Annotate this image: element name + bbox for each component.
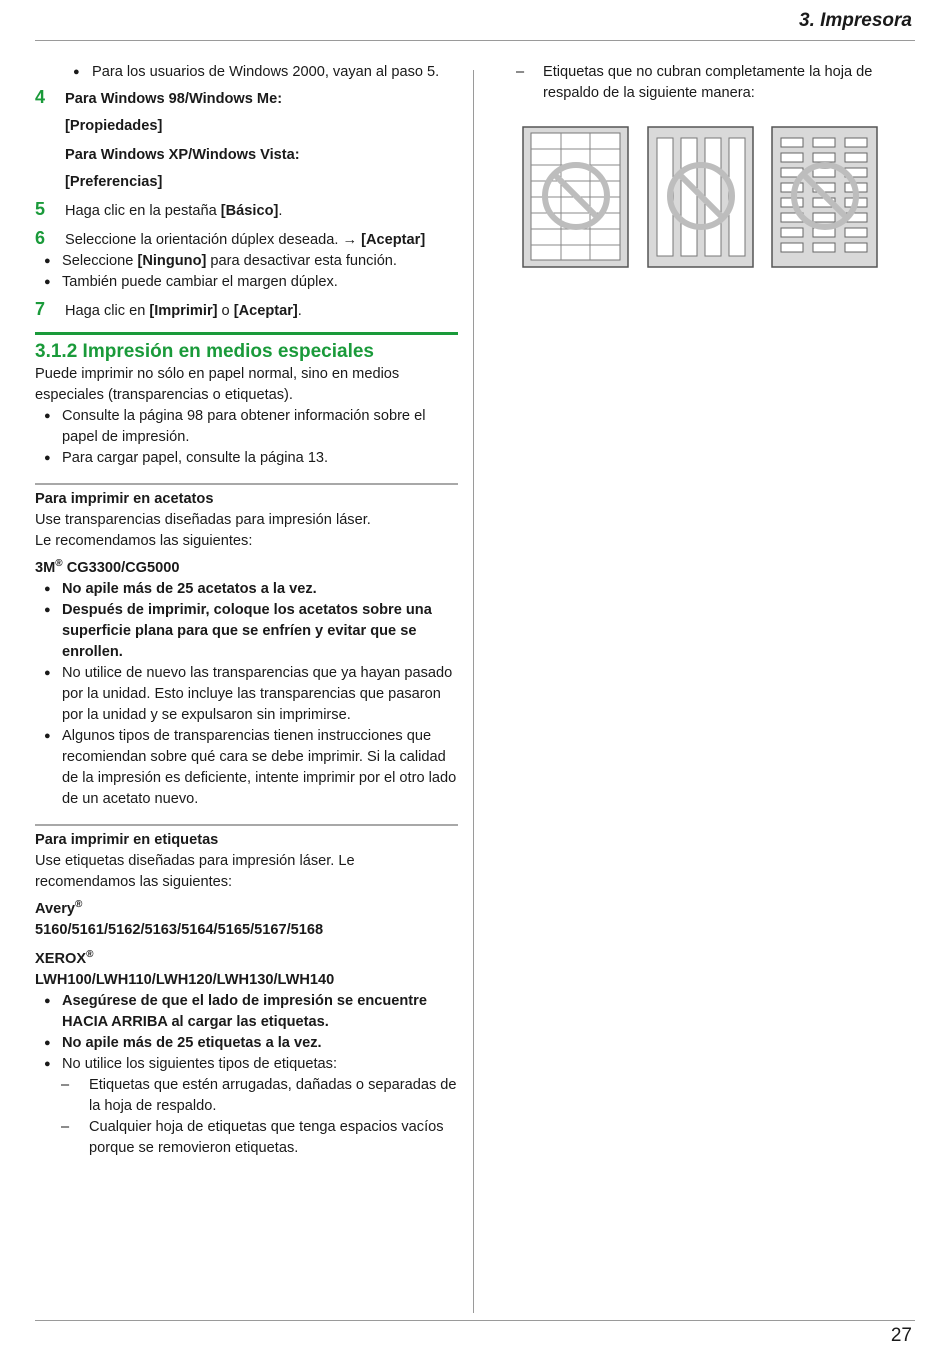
properties-button-ref: [Propiedades] <box>65 118 163 134</box>
brand-name: 3M <box>35 560 56 576</box>
list-item: ● Asegúrese de que el lado de impresión se encuentre HACIA ARRIBA al cargar las etiquetas. <box>35 991 458 1033</box>
none-option-ref: [Ninguno] <box>137 253 207 269</box>
column-divider <box>473 70 474 1313</box>
model-list: CG3300/CG5000 <box>62 560 180 576</box>
step-7 <box>35 301 458 322</box>
xerox-models: LWH100/LWH110/LWH120/LWH130/LWH140 <box>35 972 335 988</box>
step-5-text: Haga clic en la pestaña <box>65 203 221 219</box>
registered-mark: ® <box>55 558 63 570</box>
section-intro: Puede imprimir no sólo en papel normal, sino en medios especiales (transparencias o etiquetas). <box>35 366 400 403</box>
acetatos-line1: Use transparencias diseñadas para impresión láser. <box>35 512 371 528</box>
subsection-rule <box>35 824 458 826</box>
bullet-text: para desactivar esta función. <box>206 253 397 269</box>
label-sheet-figure-1 <box>522 126 629 268</box>
preferences-button-ref: [Preferencias] <box>65 174 163 190</box>
etiquetas-heading: Para imprimir en etiquetas <box>35 832 219 848</box>
section-rule <box>35 332 458 335</box>
footer-rule <box>35 1320 915 1321</box>
list-item: ● No apile más de 25 acetatos a la vez. <box>35 579 458 600</box>
dash-item: – Etiquetas que no cubran completamente la hoja de respaldo de la siguiente manera: <box>516 62 891 104</box>
step-7-or: o <box>217 303 234 319</box>
acetatos-product <box>35 558 458 579</box>
etiquetas-intro: Use etiquetas diseñadas para impresión láser. Le recomendamos las siguientes: <box>35 853 355 890</box>
list-item: ● Para cargar papel, consulte la página 13. <box>35 448 458 469</box>
step-number: 5 <box>35 199 46 219</box>
bullet-ninguno <box>35 251 458 272</box>
left-column <box>35 62 458 1159</box>
page-number: 27 <box>890 1325 912 1346</box>
acetatos-line2: Le recomendamos las siguientes: <box>35 533 253 549</box>
avery-models: 5160/5161/5162/5163/5164/5165/5167/5168 <box>35 922 324 938</box>
arrow-icon: → <box>342 232 358 248</box>
step-number: 6 <box>35 228 46 248</box>
registered-mark: ® <box>86 949 94 961</box>
accept-button-ref: [Aceptar] <box>233 303 298 319</box>
accept-button-ref: [Aceptar] <box>357 232 426 248</box>
step-5 <box>35 201 458 222</box>
list-item: ● Después de imprimir, coloque los acetatos sobre una superficie plana para que se enfríen y evitar que se enrollen. <box>35 600 458 663</box>
chapter-title: 3. Impresora <box>799 10 912 31</box>
brand-name: Avery <box>35 901 76 917</box>
dash-item: – Cualquier hoja de etiquetas que tenga espacios vacíos porque se removieron etiquetas. <box>35 1117 458 1159</box>
list-item: ● No utilice de nuevo las transparencias que ya hayan pasado por la unidad. Esto incluye las transparencias que pasaron por la unidad y se expulsaron sin imprimirse. <box>35 663 458 726</box>
print-button-ref: [Imprimir] <box>149 303 218 319</box>
avery-brand <box>35 899 458 920</box>
step-6-text: Seleccione la orientación dúplex deseada. <box>65 232 343 248</box>
brand-name: XEROX <box>35 951 87 967</box>
bullet-duplex-margin: ● También puede cambiar el margen dúplex. <box>35 272 458 293</box>
step-7-period: . <box>297 303 302 319</box>
label-sheet-figure-2 <box>647 126 754 268</box>
registered-mark: ® <box>75 899 83 911</box>
list-item: ● Consulte la página 98 para obtener información sobre el papel de impresión. <box>35 406 458 448</box>
subsection-rule <box>35 483 458 485</box>
list-item: ● No utilice los siguientes tipos de etiquetas: <box>35 1054 458 1075</box>
basic-tab-ref: [Básico] <box>220 203 279 219</box>
xerox-brand <box>35 949 458 970</box>
header-rule <box>35 40 915 41</box>
step-7-text: Haga clic en <box>65 303 150 319</box>
right-column <box>516 62 891 104</box>
section-title: 3.1.2 Impresión en medios especiales <box>35 341 374 362</box>
list-item: ● No apile más de 25 etiquetas a la vez. <box>35 1033 458 1054</box>
list-item: ● Algunos tipos de transparencias tienen instrucciones que recomiendan sobre qué cara se debe imprimir. Si la calidad de la impresión es deficiente, intente imprimir por el otro lado de un acetato nuevo. <box>35 726 458 810</box>
dash-item: – Etiquetas que estén arrugadas, dañadas o separadas de la hoja de respaldo. <box>35 1075 458 1117</box>
bullet-text: Seleccione <box>62 253 138 269</box>
acetatos-heading: Para imprimir en acetatos <box>35 491 214 507</box>
label-sheet-figure-3 <box>771 126 878 268</box>
step-number: 7 <box>35 299 46 319</box>
step-4 <box>35 89 458 193</box>
win98-label: Para Windows 98/Windows Me: <box>65 91 283 107</box>
winxp-label: Para Windows XP/Windows Vista: <box>65 147 300 163</box>
step-number: 4 <box>35 87 46 107</box>
label-sheet-illustrations <box>522 126 882 268</box>
bullet-windows-2000: ● Para los usuarios de Windows 2000, vayan al paso 5. <box>35 62 458 83</box>
step-6 <box>35 230 458 251</box>
step-5-period: . <box>278 203 283 219</box>
